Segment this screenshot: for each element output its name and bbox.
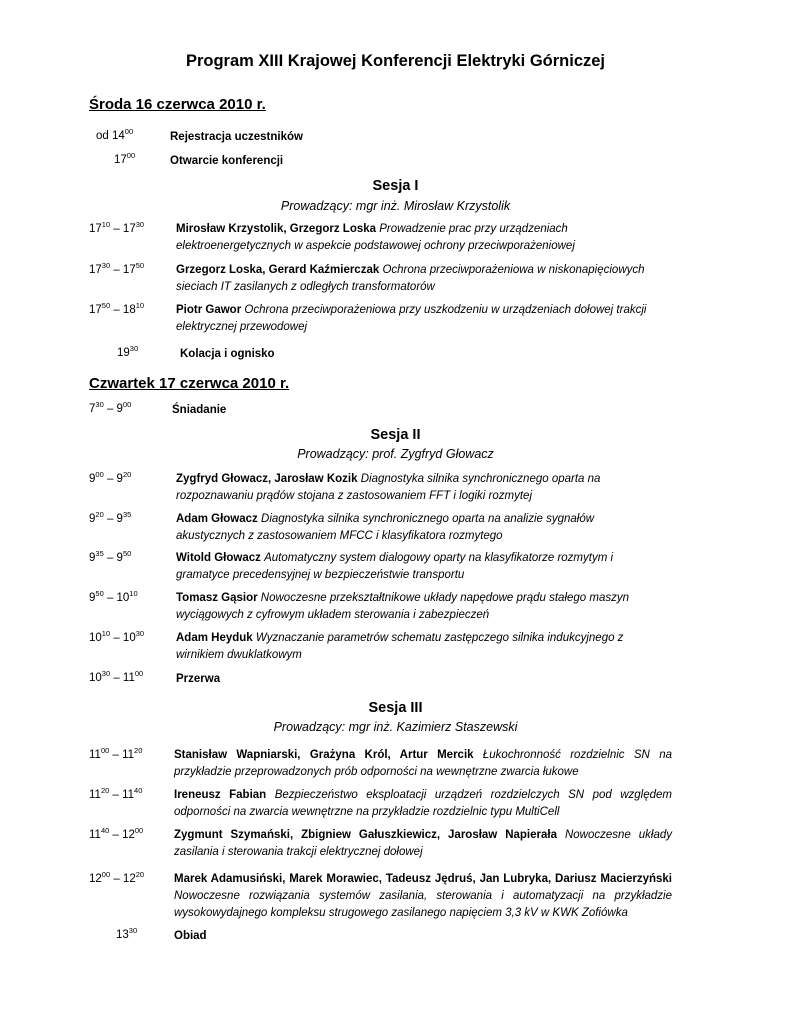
talk-entry	[176, 590, 656, 624]
talk-title: Ochrona przeciwporażeniowa w niskonapięciowych sieciach IT zasilanych z odległych transformatorów	[176, 264, 645, 293]
talk-authors: Zygmunt Szymański, Zbigniew Gałuszkiewicz, Jarosław Napierała	[174, 829, 557, 841]
talk-authors: Zygfryd Głowacz, Jarosław Kozik	[176, 473, 358, 485]
talk-entry	[176, 262, 676, 296]
break-label: Przerwa	[176, 673, 221, 685]
talk-entry	[176, 550, 646, 584]
talk-time: $9^{35} - 9^{50}$	[89, 549, 132, 564]
talk-time: $9^{00} - 9^{20}$	[89, 470, 132, 485]
talk-title: Bezpieczeństwo eksploatacji urządzeń rozdzielczych SN pod względem odporności na zwarcia wewnętrzne na przykładzie rozdzielnic typu MultiCell	[174, 789, 672, 818]
talk-authors: Stanisław Wapniarski, Grażyna Król, Artur Mercik	[174, 749, 474, 761]
session2-title: Sesja II	[370, 427, 421, 443]
talk-title: Nowoczesne rozwiązania systemów zasilania, sterowania i automatyzacji na przykładzie wysokowydajnego kompleksu strugowego zasilanego napięciem 3,3 kV w KWK Zofiówka	[174, 890, 672, 919]
day2-heading: Czwartek 17 czerwca 2010 r.	[89, 375, 290, 392]
talk-time: $9^{20} - 9^{35}$	[89, 510, 132, 525]
talk-authors: Adam Heyduk	[176, 632, 253, 644]
opening-time: $17^{00}$	[114, 151, 136, 166]
break-time: $10^{30} - 11^{00}$	[89, 669, 144, 684]
talk-time: $17^{30} - 17^{50}$	[89, 261, 145, 276]
session3-title: Sesja III	[368, 700, 423, 716]
lunch-time: $13^{30}$	[116, 926, 138, 941]
talk-entry	[174, 871, 672, 922]
talk-entry	[174, 747, 672, 781]
breakfast-label: Śniadanie	[172, 404, 227, 416]
talk-time: $17^{10} - 17^{30}$	[89, 220, 145, 235]
talk-title: Diagnostyka silnika synchronicznego oparta na rozpoznawaniu prądów stojana z zastosowaniem FFT i logiki rozmytej	[176, 473, 601, 502]
talk-title: Prowadzenie prac przy urządzeniach elektroenergetycznych w aspekcie podstawowej ochrony przeciwporażeniowej	[176, 223, 575, 252]
talk-authors: Adam Głowacz	[176, 513, 258, 525]
talk-entry	[176, 511, 646, 545]
talk-authors: Mirosław Krzystolik, Grzegorz Loska	[176, 223, 377, 235]
talk-time: $17^{50} - 18^{10}$	[89, 301, 145, 316]
talk-authors: Witold Głowacz	[176, 552, 261, 564]
day1-heading: Środa 16 czerwca 2010 r.	[89, 96, 266, 113]
talk-entry	[176, 221, 676, 255]
talk-authors: Tomasz Gąsior	[176, 592, 258, 604]
talk-time: $10^{10} - 10^{30}$	[89, 629, 145, 644]
lunch-label: Obiad	[174, 930, 207, 942]
talk-title: Nowoczesne przekształtnikowe układy napędowe prądu stałego maszyn wyciągowych z cyfrowym układem sterowania i zabezpieczeń	[176, 592, 629, 621]
session2-chair: Prowadzący: prof. Zygfryd Głowacz	[297, 447, 494, 461]
talk-authors: Grzegorz Loska, Gerard Kaźmierczak	[176, 264, 380, 276]
talk-authors: Piotr Gawor	[176, 304, 242, 316]
talk-entry	[174, 787, 672, 821]
talk-time: $12^{00} - 12^{20}$	[89, 870, 145, 885]
talk-authors: Ireneusz Fabian	[174, 789, 267, 801]
dinner-time: $19^{30}$	[117, 344, 139, 359]
opening-label: Otwarcie konferencji	[170, 155, 284, 167]
talk-time: $11^{40} - 12^{00}$	[89, 826, 144, 841]
session1-chair: Prowadzący: mgr inż. Mirosław Krzystolik	[280, 199, 511, 213]
talk-entry	[176, 630, 656, 664]
talk-authors: Marek Adamusiński, Marek Morawiec, Tadeusz Jędruś, Jan Lubryka, Dariusz Macierzyński	[174, 873, 672, 885]
session3-chair: Prowadzący: mgr inż. Kazimierz Staszewski	[273, 720, 518, 734]
talk-entry	[176, 471, 646, 505]
talk-title: Wyznaczanie parametrów schematu zastępczego silnika indukcyjnego z wirnikiem dwuklatkowym	[176, 632, 624, 661]
talk-title: Automatyczny system dialogowy oparty na klasyfikatorze rozmytym i gramatyce precedensyjnej w bezpieczeństwie transportu	[176, 552, 614, 581]
talk-entry	[176, 302, 681, 336]
page-title: Program XIII Krajowej Konferencji Elektryki Górniczej	[185, 52, 606, 70]
talk-title: Łukochronność rozdzielnic SN na przykładzie przeprowadzonych prób odporności na wewnętrzne zwarcia łukowe	[174, 749, 672, 778]
talk-time: $9^{50} - 10^{10}$	[89, 589, 138, 604]
registration-label: Rejestracja uczestników	[170, 131, 303, 143]
talk-time: $11^{00} - 11^{20}$	[89, 746, 143, 761]
dinner-label: Kolacja i ognisko	[180, 348, 275, 360]
talk-title: Ochrona przeciwporażeniowa przy uszkodzeniu w urządzeniach dołowej trakcji elektrycznej przewodowej	[176, 304, 647, 333]
talk-title: Nowoczesne układy zasilania i sterowania trakcji elektrycznej dołowej	[174, 829, 672, 858]
talk-title: Diagnostyka silnika synchronicznego oparta na analizie sygnałów akustycznych z zastosowaniem MFCC i klasyfikatora rozmytego	[176, 513, 595, 542]
talk-entry	[174, 827, 672, 861]
breakfast-time: $7^{30} - 9^{00}$	[89, 400, 132, 415]
registration-time: od $14^{00}$	[96, 127, 134, 142]
talk-time: $11^{20} - 11^{40}$	[89, 786, 143, 801]
session1-title: Sesja I	[372, 178, 419, 194]
